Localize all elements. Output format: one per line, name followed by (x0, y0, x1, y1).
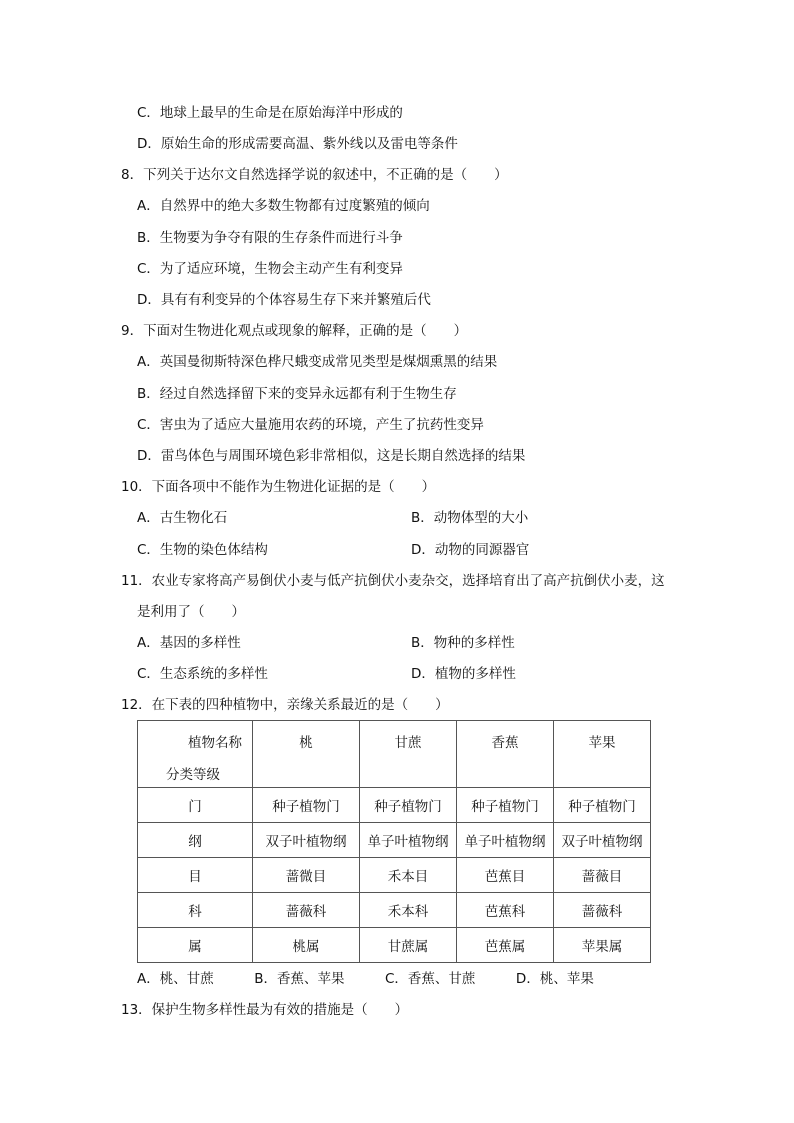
rank-cell: 目 (138, 858, 253, 893)
table-cell: 桃属 (253, 928, 360, 963)
q9-option-b: B．经过自然选择留下来的变异永远都有利于生物生存 (137, 386, 457, 402)
q9-option-d: D．雷鸟体色与周围环境色彩非常相似，这是长期自然选择的结果 (137, 448, 526, 464)
table-cell: 种子植物门 (253, 788, 360, 823)
q10-option-b: B．动物体型的大小 (411, 510, 529, 526)
rank-cell: 科 (138, 893, 253, 928)
table-cell: 单子叶植物纲 (360, 823, 457, 858)
q11-option-a: A．基因的多样性 (137, 635, 241, 651)
q13-stem: 13．保护生物多样性最为有效的措施是（ ） (121, 1002, 409, 1018)
q10-option-c: C．生物的染色体结构 (137, 542, 268, 558)
q7-option-c: C．地球上最早的生命是在原始海洋中形成的 (137, 105, 403, 121)
table-cell: 芭蕉科 (457, 893, 554, 928)
table-cell: 单子叶植物纲 (457, 823, 554, 858)
table-cell: 蔷薇目 (554, 858, 651, 893)
plant-header: 桃 (299, 735, 313, 751)
table-cell: 蔷薇科 (253, 893, 360, 928)
table-cell: 双子叶植物纲 (554, 823, 651, 858)
table-row (138, 893, 651, 928)
table-cell: 苹果属 (554, 928, 651, 963)
q8-option-b: B．生物要为争夺有限的生存条件而进行斗争 (137, 230, 403, 246)
q8-stem: 8．下列关于达尔文自然选择学说的叙述中，不正确的是（ ） (121, 167, 508, 183)
table-cell: 种子植物门 (554, 788, 651, 823)
corner-top-label: 植物名称 (188, 735, 242, 751)
table-cell: 蔷薇科 (554, 893, 651, 928)
table-cell: 甘蔗属 (360, 928, 457, 963)
q10-option-d: D．动物的同源器官 (411, 542, 530, 558)
table-cell: 禾本目 (360, 858, 457, 893)
q8-option-c: C．为了适应环境，生物会主动产生有利变异 (137, 261, 403, 277)
q11-option-b: B．物种的多样性 (411, 635, 515, 651)
table-cell: 芭蕉属 (457, 928, 554, 963)
q11-option-d: D．植物的多样性 (411, 666, 516, 682)
q11-stem-line1: 11．农业专家将高产易倒伏小麦与低产抗倒伏小麦杂交，选择培育出了高产抗倒伏小麦，这 (121, 573, 665, 589)
q11-stem-line2: 是利用了（ ） (137, 604, 245, 620)
table-cell: 双子叶植物纲 (253, 823, 360, 858)
q10-option-a: A．古生物化石 (137, 510, 228, 526)
table-row (138, 823, 651, 858)
table-corner-cell (138, 721, 253, 788)
table-cell: 种子植物门 (457, 788, 554, 823)
plant-header: 甘蔗 (394, 735, 422, 751)
plant-header: 香蕉 (491, 735, 519, 751)
table-row (138, 928, 651, 963)
classification-table (137, 720, 651, 963)
q12-options: A．桃、甘蔗 B．香蕉、苹果 C．香蕉、甘蔗 D．桃、苹果 (137, 971, 594, 987)
rank-cell: 纲 (138, 823, 253, 858)
q10-stem: 10．下面各项中不能作为生物进化证据的是（ ） (121, 479, 436, 495)
table-cell: 芭蕉目 (457, 858, 554, 893)
plant-header: 苹果 (588, 735, 616, 751)
q8-option-a: A．自然界中的绝大多数生物都有过度繁殖的倾向 (137, 198, 430, 214)
rank-cell: 门 (138, 788, 253, 823)
q9-stem: 9．下面对生物进化观点或现象的解释，正确的是（ ） (121, 323, 468, 339)
q11-option-c: C．生态系统的多样性 (137, 666, 268, 682)
rank-cell: 属 (138, 928, 253, 963)
q9-option-c: C．害虫为了适应大量施用农药的环境，产生了抗药性变异 (137, 417, 484, 433)
q7-option-d: D．原始生命的形成需要高温、紫外线以及雷电等条件 (137, 136, 458, 152)
q8-option-d: D．具有有利变异的个体容易生存下来并繁殖后代 (137, 292, 431, 308)
table-cell: 蔷微目 (253, 858, 360, 893)
table-row (138, 788, 651, 823)
q9-option-a: A．英国曼彻斯特深色桦尺蛾变成常见类型是煤烟熏黑的结果 (137, 354, 498, 370)
table-cell: 禾本科 (360, 893, 457, 928)
q12-stem: 12．在下表的四种植物中，亲缘关系最近的是（ ） (121, 697, 449, 713)
table-row (138, 858, 651, 893)
corner-bottom-label: 分类等级 (166, 767, 220, 783)
table-cell: 种子植物门 (360, 788, 457, 823)
